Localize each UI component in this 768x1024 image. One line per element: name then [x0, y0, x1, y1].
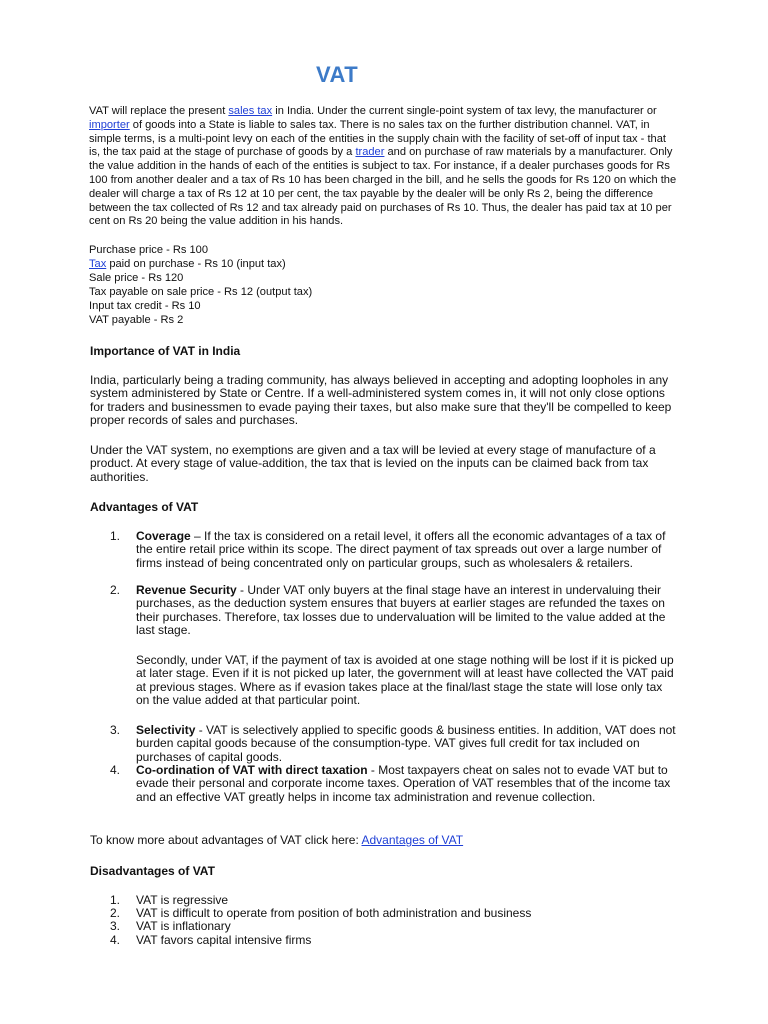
disadvantages-heading: Disadvantages of VAT: [90, 864, 215, 878]
importance-paragraph-1: India, particularly being a trading community, has always believed in accepting and adopting loopholes in any system administered by State or Centre. If a well-administered system comes in, it will not only close options for traders and businessmen to evade paying their taxes, but also make sure that they'll be compelled to keep proper records of sales and purchases.: [90, 373, 672, 428]
item-text: – If the tax is considered on a retail level, it offers all the economic advantages of a tax of the entire retail price within its scope. The direct payment of tax spreads out over a large number of firms instead of being concentrated only on particular groups, such as wholesalers & retailers.: [136, 529, 666, 570]
item-text: VAT is inflationary: [136, 919, 231, 933]
importance-heading: Importance of VAT in India: [90, 344, 241, 358]
calculation-example: [89, 244, 312, 327]
list-number: 4.: [110, 763, 121, 777]
item-text: VAT is regressive: [136, 893, 229, 907]
calc-vat-payable: VAT payable - Rs 2: [89, 313, 184, 326]
list-number: 4.: [110, 933, 121, 947]
list-number: 1.: [110, 529, 121, 543]
item-title: Coverage: [136, 529, 191, 543]
advantages-more-text: To know more about advantages of VAT click here:: [90, 833, 362, 847]
calc-tax-paid: [89, 258, 312, 272]
calc-tax-paid-text: paid on purchase - Rs 10 (input tax): [106, 257, 286, 270]
list-item-body: [136, 724, 676, 764]
intro-text-3: of goods into a State is liable to sales tax. There is no sales tax on the further distribution channel. VAT, in simple terms, is a multi-point levy on each of the entities in the supply chain with the facility of set-off of input tax - that is, the tax paid at the stage of purchase of goods by a: [89, 118, 666, 159]
revenue-security-continued: Secondly, under VAT, if the payment of tax is avoided at one stage nothing will be lost if it is picked up at later stage. Even if it is not picked up later, the government will at least have collected the VAT paid at previous stages. Where as if evasion takes place at the final/last stage the state will lose only tax on the value added at that particular point.: [136, 653, 674, 708]
calc-sale-price: Sale price - Rs 120: [89, 271, 184, 284]
advantages-of-vat-link[interactable]: Advantages of VAT: [361, 833, 464, 847]
intro-text-4: and on purchase of raw materials by a manufacturer. Only the value addition in the hands of each of the entities is subject to tax. For instance, if a dealer purchases goods for Rs 100 from another dealer and a tax of Rs 10 has been charged in the bill, and he sells the goods for Rs 120 on which the dealer will charge a tax of Rs 12 at 10 per cent, the tax payable by the dealer will be only Rs 2, being the difference between the tax collected of Rs 12 and tax already paid on purchases of Rs 10. Thus, the dealer has paid tax at 10 per cent on Rs 20 being the value addition in his hands.: [89, 146, 677, 228]
intro-paragraph: [89, 105, 679, 229]
importance-paragraph-2: Under the VAT system, no exemptions are given and a tax will be levied at every stage of manufacture of a product. At every stage of value-addition, the tax that is levied on the inputs can be claimed back from tax authorities.: [90, 443, 656, 484]
item-text: VAT favors capital intensive firms: [136, 933, 312, 947]
calc-input-credit: Input tax credit - Rs 10: [89, 299, 201, 312]
list-number: 2.: [110, 583, 121, 597]
list-item-body: [136, 584, 676, 638]
sales-tax-link[interactable]: sales tax: [228, 105, 273, 117]
tax-link[interactable]: Tax: [89, 257, 107, 270]
item-title: Revenue Security: [136, 583, 237, 597]
intro-text-1: VAT will replace the present: [89, 105, 229, 117]
list-item-body: [136, 530, 676, 570]
advantages-more-line: [90, 834, 680, 847]
item-text: - Most taxpayers cheat on sales not to evade VAT but to evade their personal and corporate income taxes. Operation of VAT resembles that of the income tax and an effective VAT greatly helps in income tax administration and revenue collection.: [136, 763, 671, 804]
advantages-heading: Advantages of VAT: [90, 500, 199, 514]
intro-text-2: in India. Under the current single-point system of tax levy, the manufacturer or: [272, 105, 657, 117]
list-number: 1.: [110, 893, 121, 907]
item-title: Co-ordination of VAT with direct taxation: [136, 763, 368, 777]
item-text: VAT is difficult to operate from position of both administration and business: [136, 906, 532, 920]
item-text: - Under VAT only buyers at the final stage have an interest in undervaluing their purchases, as the deduction system ensures that buyers at earlier stages are refunded the taxes on their purchases. Therefore, tax losses due to undervaluation will be limited to the value added at the last stage.: [136, 583, 666, 638]
calc-tax-payable: Tax payable on sale price - Rs 12 (output tax): [89, 285, 313, 298]
importer-link[interactable]: importer: [89, 118, 130, 131]
item-text: - VAT is selectively applied to specific goods & business entities. In addition, VAT does not burden capital goods because of the consumption-type. VAT gives full credit for tax included on purchases of capital goods.: [136, 723, 676, 764]
list-number: 2.: [110, 906, 121, 920]
list-item-body: [136, 764, 676, 804]
list-number: 3.: [110, 723, 121, 737]
trader-link[interactable]: trader: [355, 146, 385, 159]
item-title: Selectivity: [136, 723, 196, 737]
page-title: VAT: [316, 62, 359, 87]
calc-purchase-price: Purchase price - Rs 100: [89, 244, 209, 256]
list-number: 3.: [110, 919, 121, 933]
